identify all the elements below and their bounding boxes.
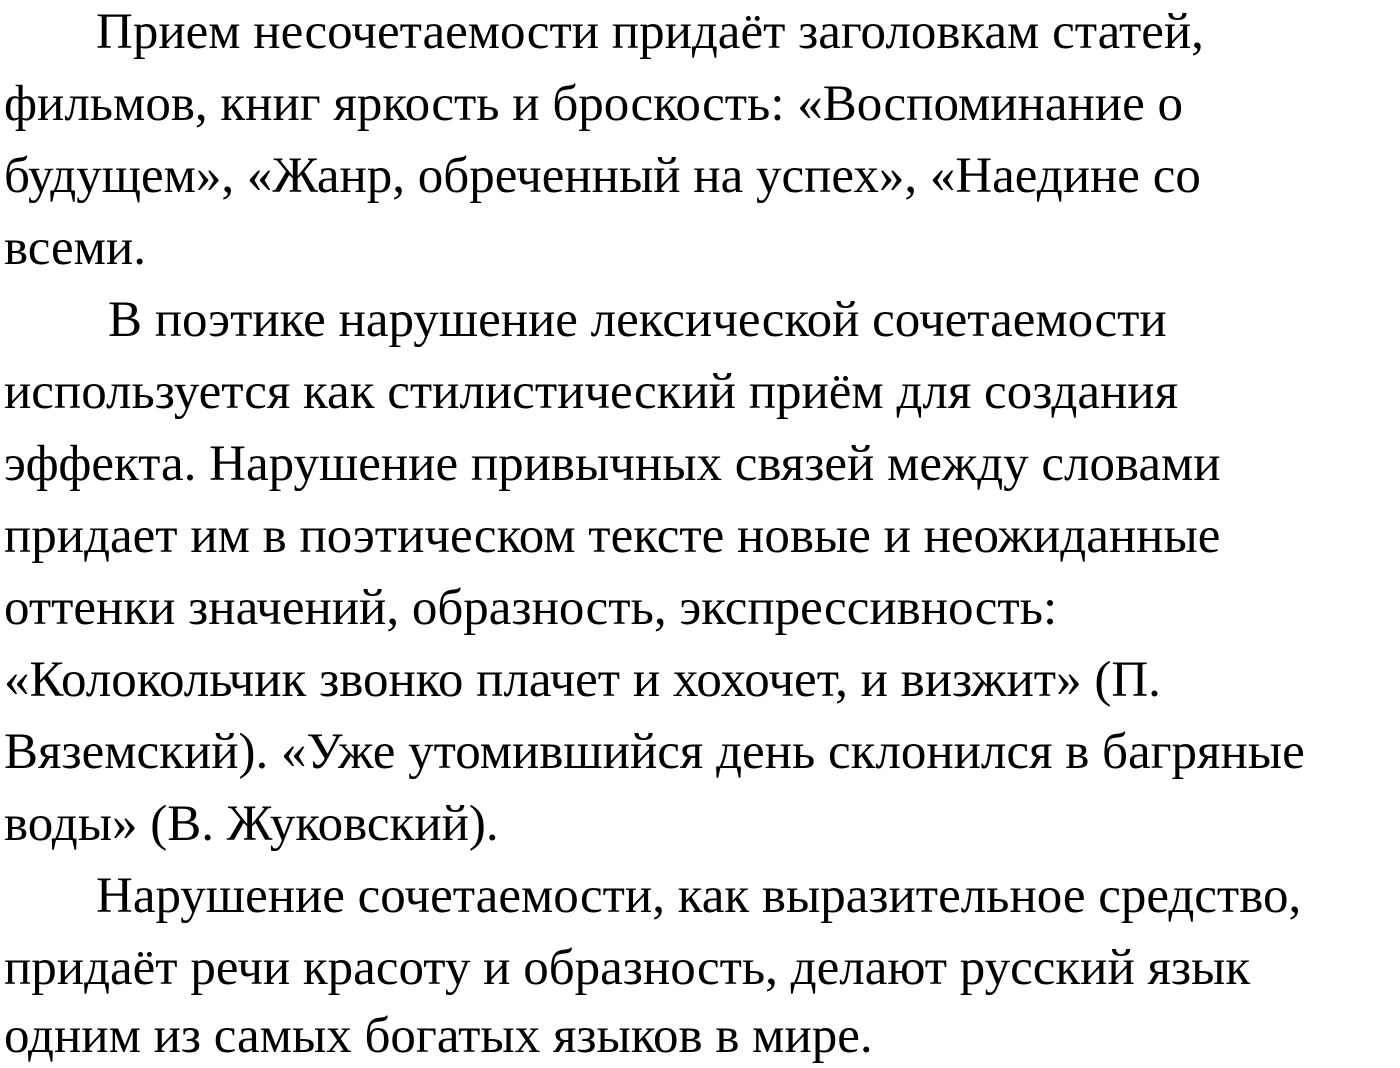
paragraph-1-line-2: фильмов, книг яркость и броскость: «Воспоминание о [4, 76, 1183, 132]
paragraph-2-line-3: эффекта. Нарушение привычных связей между словами [4, 436, 1221, 492]
paragraph-3-line-2: придаёт речи красоту и образность, делают русский язык [4, 940, 1251, 996]
paragraph-2-line-1: В поэтике нарушение лексической сочетаемости [108, 292, 1167, 348]
paragraph-3-line-3: одним из самых богатых языков в мире. [4, 1008, 873, 1064]
paragraph-2-line-2: используется как стилистический приём для создания [4, 364, 1179, 420]
paragraph-1-line-1: Прием несочетаемости придаёт заголовкам статей, [96, 4, 1204, 60]
paragraph-1-line-4: всеми. [4, 220, 146, 276]
paragraph-1-line-3: будущем», «Жанр, обреченный на успех», «Наедине со [4, 148, 1201, 204]
paragraph-2-line-6: «Колокольчик звонко плачет и хохочет, и визжит» (П. [4, 652, 1161, 708]
paragraph-3-line-1: Нарушение сочетаемости, как выразительное средство, [96, 868, 1302, 924]
paragraph-2-line-5: оттенки значений, образность, экспрессивность: [4, 580, 1058, 636]
paragraph-2-line-7: Вяземский). «Уже утомившийся день склонился в багряные [4, 724, 1305, 780]
paragraph-2-line-8: воды» (В. Жуковский). [4, 796, 499, 852]
paragraph-2-line-4: придает им в поэтическом тексте новые и неожиданные [4, 508, 1221, 564]
